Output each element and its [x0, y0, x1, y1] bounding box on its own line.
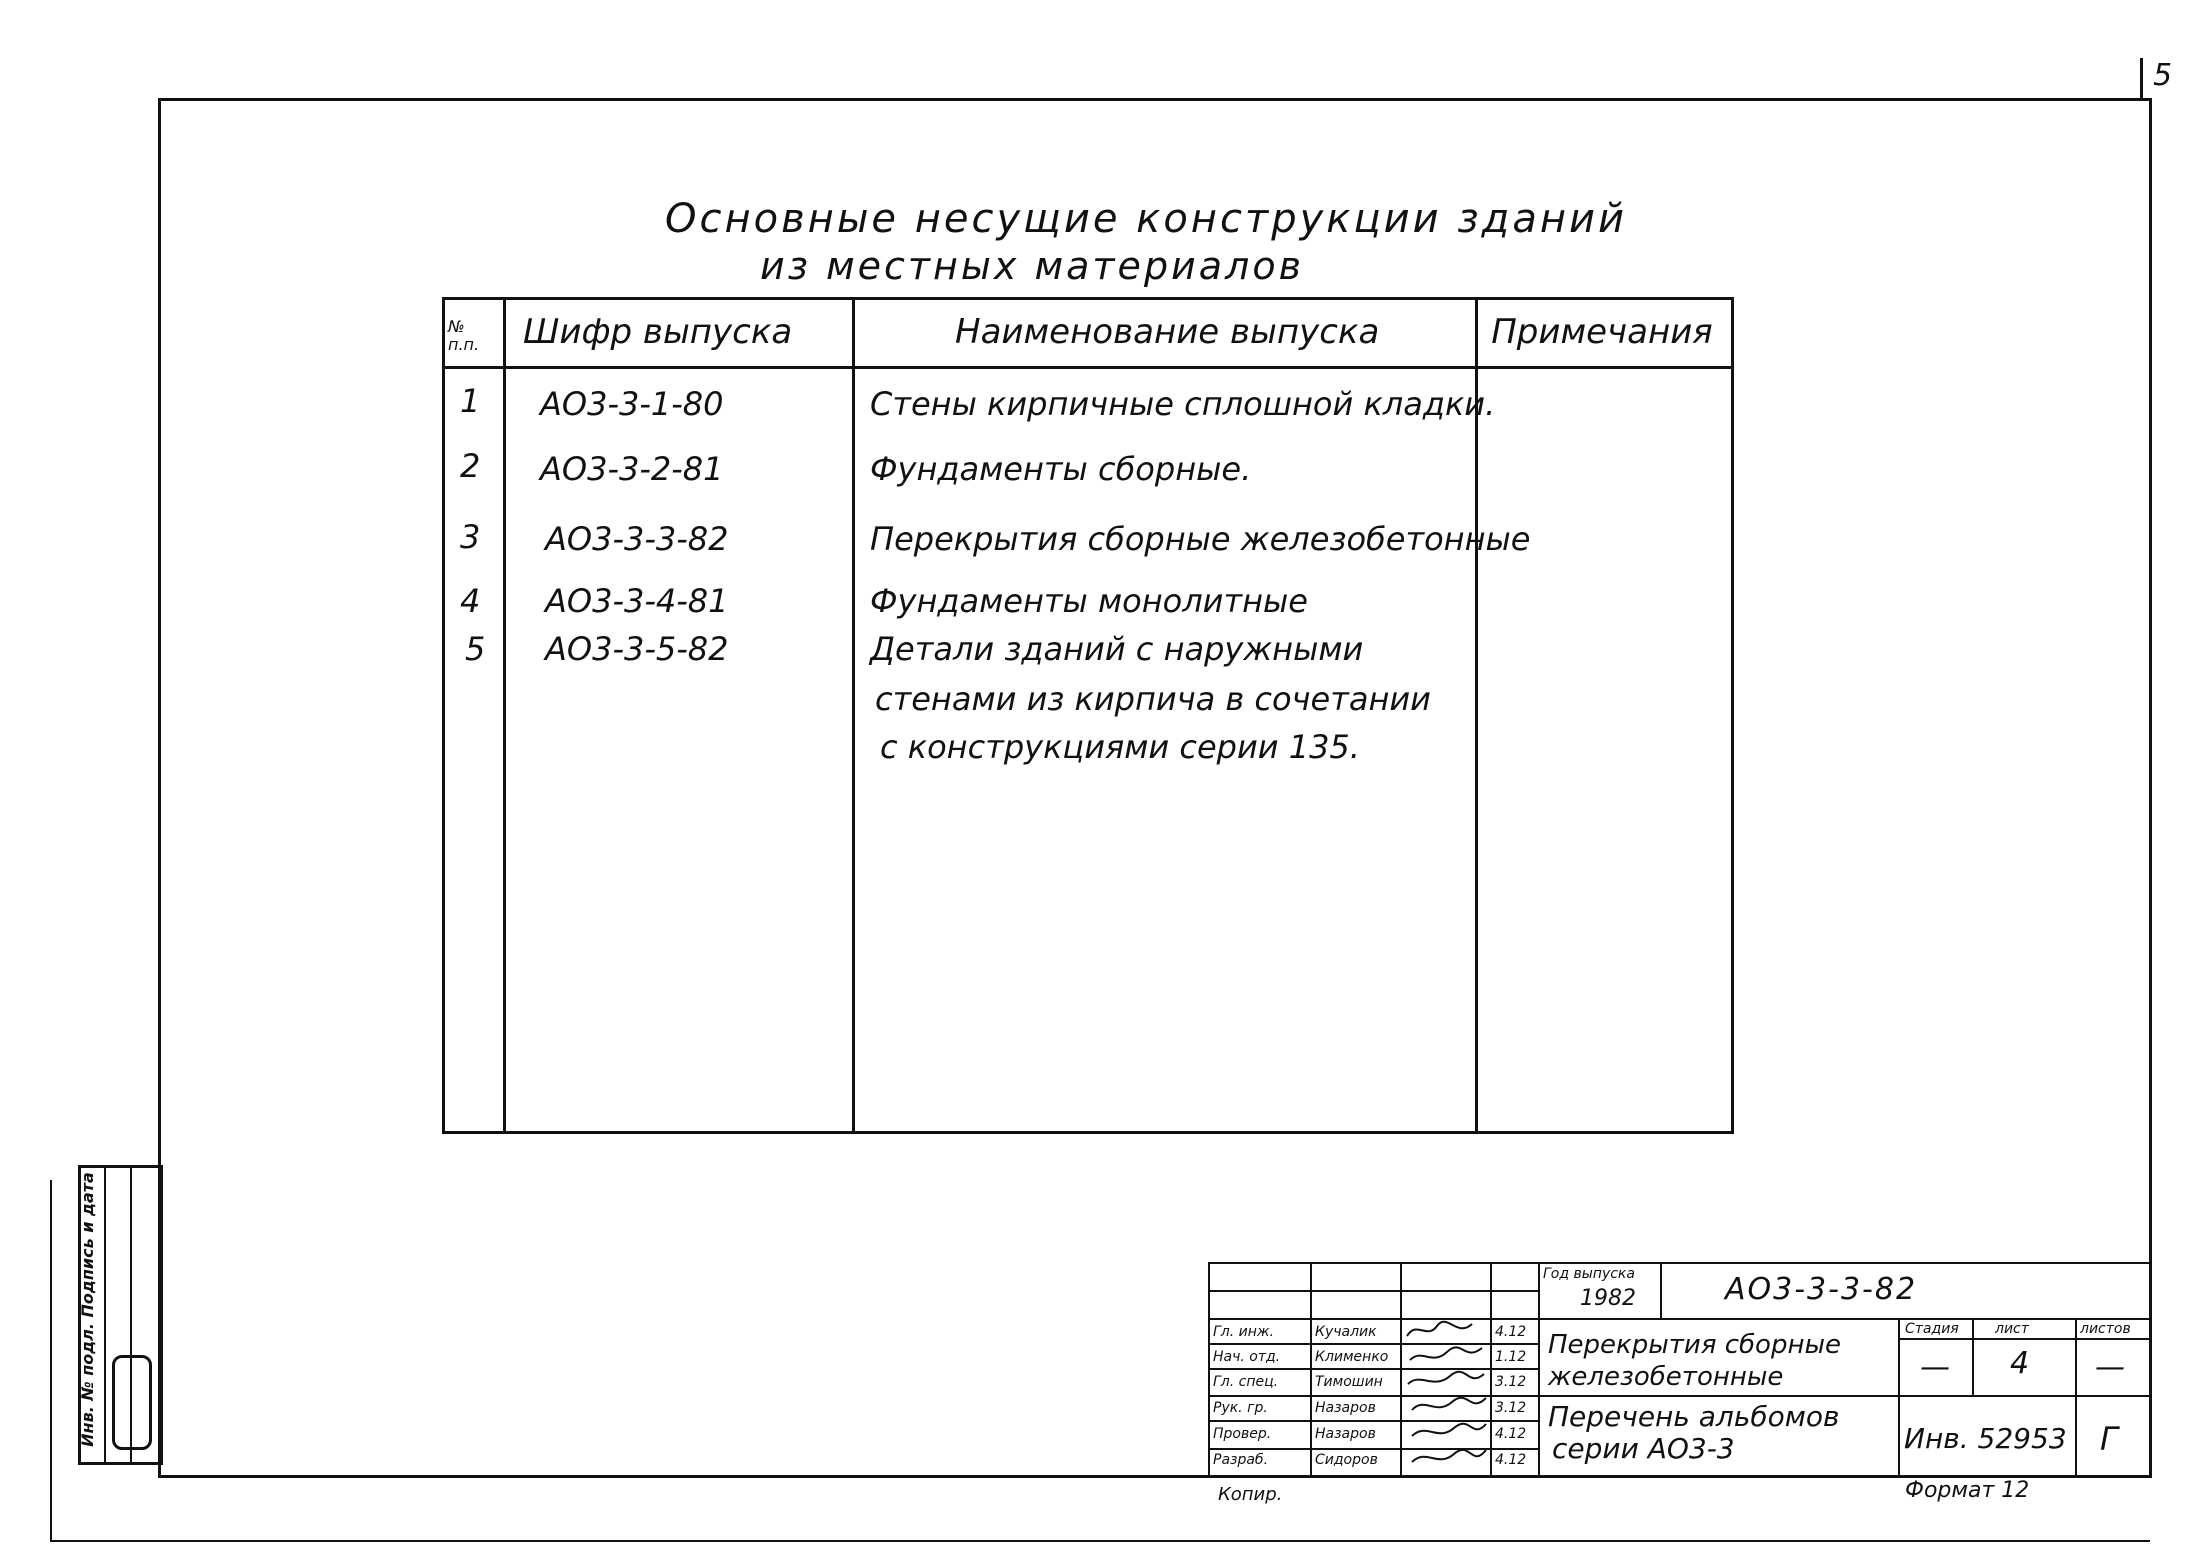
- sign-date: 4.12: [1495, 1324, 1527, 1340]
- row-name: Детали зданий с наружными: [870, 630, 1364, 668]
- left-trim-line: [50, 1180, 52, 1542]
- role: Рук. гр.: [1213, 1400, 1268, 1416]
- row-number: 4: [460, 582, 481, 620]
- sheets-label: листов: [2080, 1321, 2131, 1337]
- role: Гл. спец.: [1213, 1374, 1279, 1390]
- person-name: Клименко: [1315, 1349, 1389, 1365]
- row-code: АО3-3-4-81: [545, 582, 729, 620]
- inventory-number: Инв. 52953: [1904, 1422, 2067, 1455]
- sheet-title-line-2: серии АО3-3: [1552, 1432, 1735, 1465]
- page-title: Основные несущие конструкции зданий: [665, 196, 1627, 242]
- sheet-value: 4: [2010, 1346, 2030, 1381]
- stage-value: —: [1920, 1350, 1950, 1385]
- signatures: [1402, 1318, 1490, 1478]
- sign-date: 1.12: [1495, 1349, 1527, 1365]
- row-number: 2: [460, 447, 481, 485]
- role: Провер.: [1213, 1426, 1272, 1442]
- sign-date: 4.12: [1495, 1452, 1527, 1468]
- header-notes: Примечания: [1491, 312, 1713, 352]
- person-name: Назаров: [1315, 1426, 1376, 1442]
- page-number: 5: [2153, 58, 2173, 93]
- row-name: Фундаменты монолитные: [870, 582, 1308, 620]
- sign-date: 3.12: [1495, 1374, 1527, 1390]
- role: Разраб.: [1213, 1452, 1269, 1468]
- role: Гл. инж.: [1213, 1324, 1274, 1340]
- row-name: Фундаменты сборные.: [870, 450, 1252, 488]
- work-title-line-1: Перекрытия сборные: [1548, 1330, 1841, 1360]
- row-code: АО3-3-5-82: [545, 630, 729, 668]
- work-title-line-2: железобетонные: [1548, 1362, 1784, 1392]
- sheet-label: лист: [1995, 1321, 2029, 1337]
- copied-by: Копир.: [1218, 1484, 1283, 1505]
- row-code: АО3-3-3-82: [545, 520, 729, 558]
- side-stamp-label: Инв. № подл. Подпись и дата: [77, 1172, 97, 1447]
- row-code: АО3-3-2-81: [540, 450, 724, 488]
- header-num: № п.п.: [448, 317, 480, 354]
- row-name-line-3: с конструкциями серии 135.: [880, 728, 1360, 766]
- header-name: Наименование выпуска: [955, 312, 1380, 352]
- person-name: Назаров: [1315, 1400, 1376, 1416]
- side-stamp-bracket: [112, 1355, 152, 1450]
- year-label: Год выпуска: [1543, 1266, 1635, 1282]
- page-number-divider: [2140, 58, 2143, 100]
- year-value: 1982: [1580, 1286, 1636, 1311]
- page-subtitle: из местных материалов: [760, 244, 1304, 288]
- person-name: Тимошин: [1315, 1374, 1383, 1390]
- paper-format: Формат 12: [1905, 1478, 2030, 1503]
- row-name-line-2: стенами из кирпича в сочетании: [875, 680, 1431, 718]
- row-number: 3: [460, 518, 481, 556]
- role: Нач. отд.: [1213, 1349, 1281, 1365]
- sheet-title-line-1: Перечень альбомов: [1548, 1400, 1840, 1433]
- stage-label: Стадия: [1905, 1321, 1959, 1337]
- sign-date: 3.12: [1495, 1400, 1527, 1416]
- sheets-value: —: [2095, 1350, 2125, 1385]
- bottom-trim-line: [50, 1540, 2150, 1542]
- drawing-frame: [158, 98, 2152, 1478]
- row-number: 1: [460, 382, 481, 420]
- row-name: Стены кирпичные сплошной кладки.: [870, 385, 1496, 423]
- person-name: Сидоров: [1315, 1452, 1378, 1468]
- drawing-letter: Г: [2100, 1420, 2118, 1458]
- row-code: АО3-3-1-80: [540, 385, 724, 423]
- document-code: АО3-3-3-82: [1725, 1272, 1918, 1307]
- header-code: Шифр выпуска: [523, 312, 793, 352]
- sign-date: 4.12: [1495, 1426, 1527, 1442]
- person-name: Кучалик: [1315, 1324, 1377, 1340]
- row-name: Перекрытия сборные железобетонные: [870, 520, 1531, 558]
- row-number: 5: [465, 630, 486, 668]
